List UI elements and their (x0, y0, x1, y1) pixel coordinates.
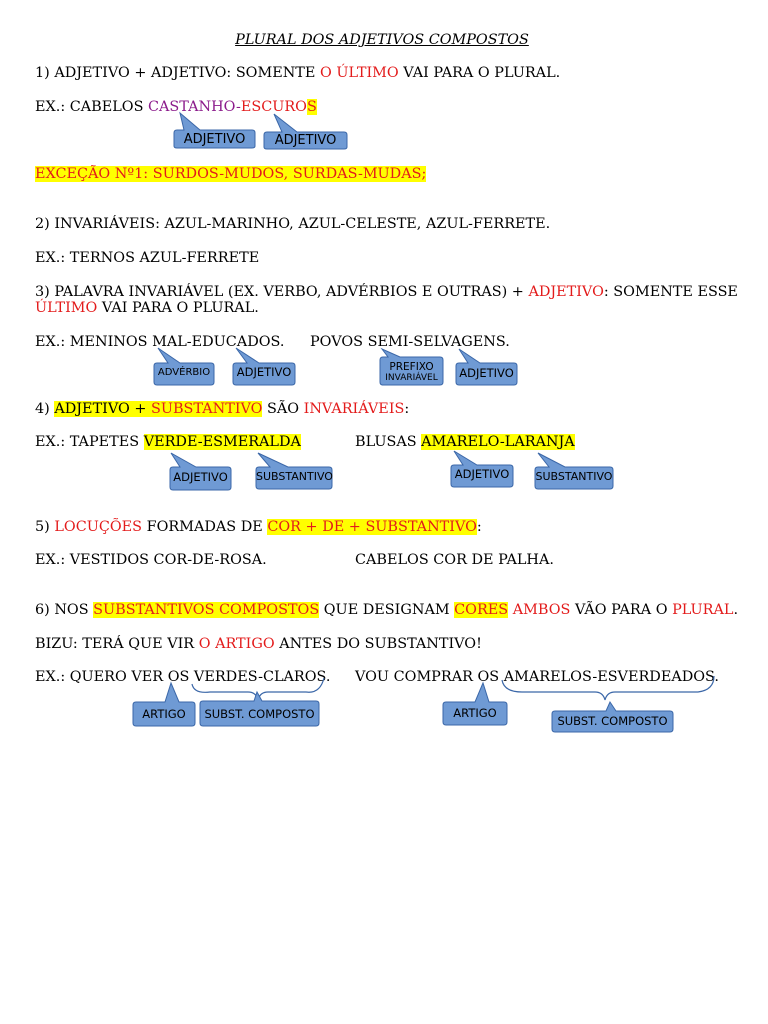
example-3-b: POVOS SEMI-SELVAGENS. (310, 334, 510, 350)
example-4b (355, 434, 575, 451)
rule-4-adjetivo: ADJETIVO + (54, 401, 151, 417)
callout-subst-composto-2-label: SUBST. COMPOSTO (557, 714, 668, 728)
callout-prefixo-label-1: PREFIXO (389, 361, 434, 373)
rule-1-text: 1) ADJETIVO + ADJETIVO: SOMENTE (35, 65, 320, 81)
rule-5 (35, 519, 482, 536)
callout-prefixo-label-2: INVARIÁVEL (385, 373, 438, 383)
rule-6-period: . (733, 602, 739, 618)
rule-6-subst-compostos: SUBSTANTIVOS COMPOSTOS (93, 602, 320, 618)
rule-3-emphasis: ADJETIVO (528, 284, 604, 300)
bizu-artigo: O ARTIGO (198, 636, 275, 652)
rule-4-substantivo: SUBSTANTIVO (151, 401, 263, 417)
exception-line (35, 166, 426, 183)
rule-6-ambos: AMBOS (512, 602, 571, 618)
example-1-plural-mark: S (306, 99, 317, 115)
example-1-word-1: CASTANHO (148, 99, 236, 115)
rule-3-text: 3) PALAVRA INVARIÁVEL (EX. VERBO, ADVÉRBIOS E OUTRAS) + (35, 284, 529, 300)
rule-2: 2) INVARIÁVEIS: AZUL-MARINHO, AZUL-CELESTE, AZUL-FERRETE. (35, 216, 551, 232)
rule-3-continued (35, 300, 259, 317)
rule-1-emphasis: O ÚLTIMO (320, 65, 399, 81)
example-4-word: VERDE-ESMERALDA (143, 434, 301, 450)
rule-4-colon: : (404, 401, 410, 417)
callout-adverbio-label: ADVÉRBIO (157, 367, 211, 378)
example-4 (35, 434, 301, 451)
callout-substantivo-1-label: SUBSTANTIVO (256, 470, 333, 483)
bizu-a: BIZU: TERÁ QUE VIR (35, 636, 199, 652)
rule-1 (35, 65, 560, 82)
rule-3-emphasis-2: ÚLTIMO (35, 300, 98, 316)
example-6b: VOU COMPRAR OS AMARELOS-ESVERDEADOS. (355, 669, 719, 685)
exception-text: EXCEÇÃO Nº1: SURDOS-MUDOS, SURDAS-MUDAS; (35, 166, 427, 182)
rule-3 (35, 284, 738, 301)
example-2: EX.: TERNOS AZUL-FERRETE (35, 250, 260, 266)
callout-artigo-2-label: ARTIGO (453, 706, 497, 720)
rule-1-end: VAI PARA O PLURAL. (398, 65, 561, 81)
rule-6-plural: PLURAL (672, 602, 734, 618)
example-4b-word: AMARELO-LARANJA (421, 434, 575, 450)
example-5b: CABELOS COR DE PALHA. (355, 552, 554, 568)
callout-subst-composto-1-label: SUBST. COMPOSTO (204, 707, 315, 721)
callout-adjetivo-6-label: ADJETIVO (454, 467, 510, 481)
rule-6-c: QUE DESIGNAM (319, 602, 455, 618)
rule-6-g: VÃO PARA O (570, 602, 673, 618)
example-5: EX.: VESTIDOS COR-DE-ROSA. (35, 552, 267, 568)
rule-3-end: : SOMENTE ESSE (603, 284, 738, 300)
example-1-word-2: ESCURO (240, 99, 307, 115)
example-4b-prefix: BLUSAS (355, 434, 422, 450)
rule-5-colon: : (476, 519, 482, 535)
rule-3-end-2: VAI PARA O PLURAL. (97, 300, 259, 316)
rule-5-formula: COR + DE + SUBSTANTIVO (267, 519, 477, 535)
example-1-prefix: EX.: CABELOS (35, 99, 149, 115)
callout-adjetivo-2-label: ADJETIVO (274, 133, 337, 148)
example-3-a: EX.: MENINOS MAL-EDUCADOS. (35, 334, 285, 350)
rule-4-number: 4) (35, 401, 55, 417)
rule-5-locucoes: LOCUÇÕES (54, 519, 143, 535)
callout-artigo-1-label: ARTIGO (142, 707, 186, 721)
example-6: EX.: QUERO VER OS VERDES-CLAROS. (35, 669, 331, 685)
rule-5-number: 5) (35, 519, 55, 535)
callout-adjetivo-1-label: ADJETIVO (183, 132, 246, 147)
callout-adjetivo-4-label: ADJETIVO (459, 366, 514, 380)
callout-adjetivo-5-label: ADJETIVO (173, 470, 228, 484)
bizu-line (35, 636, 482, 653)
rule-6-a: 6) NOS (35, 602, 94, 618)
callout-adjetivo-3-label: ADJETIVO (236, 365, 292, 379)
rule-4-sao: SÃO (262, 401, 304, 417)
rule-4-invariaveis: INVARIÁVEIS (303, 401, 405, 417)
rule-5-text: FORMADAS DE (142, 519, 268, 535)
callout-substantivo-2-label: SUBSTANTIVO (535, 470, 613, 483)
page-title: PLURAL DOS ADJETIVOS COMPOSTOS (235, 32, 529, 48)
bizu-c: ANTES DO SUBSTANTIVO! (274, 636, 482, 652)
rule-6-cores: CORES (454, 602, 509, 618)
rule-4 (35, 401, 409, 418)
example-1-hyphen: - (235, 99, 241, 115)
rule-6 (35, 602, 738, 619)
example-4-prefix: EX.: TAPETES (35, 434, 144, 450)
